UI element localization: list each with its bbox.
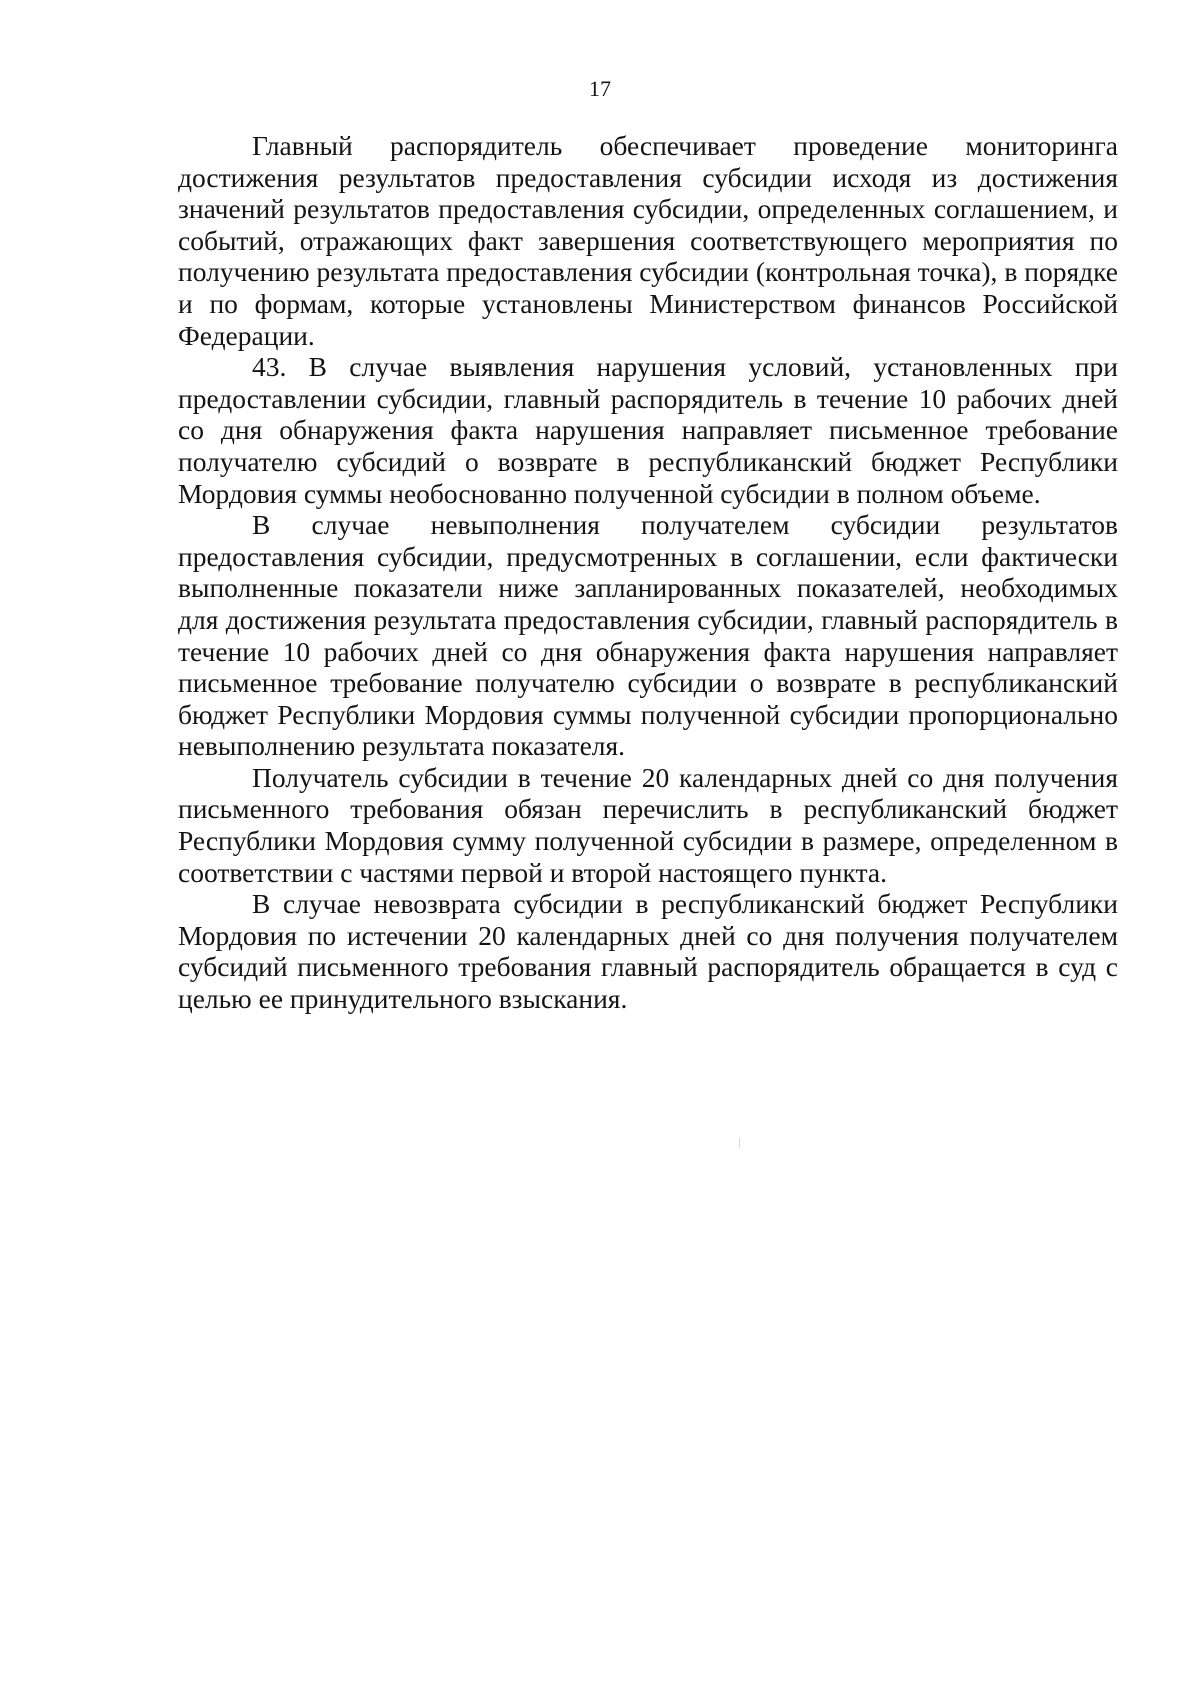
paragraph-nonfulfillment: В случае невыполнения получателем субсидии результатов предоставления субсидии, предусмотренных в соглашении, если фактически выполненные показатели ниже запланированных показателей, необходимых для достижения результата предоставления субсидии, главный распорядитель в течение 10 рабочих дней со дня обнаружения факта нарушения направляет письменное требование получателю субсидии о возврате в республиканский бюджет Республики Мордовия суммы полученной субсидии пропорционально невыполнению результата показателя.: [178, 509, 1118, 762]
paragraph-refund-deadline: Получатель субсидии в течение 20 календарных дней со дня получения письменного требования обязан перечислить в республиканский бюджет Республики Мордовия сумму полученной субсидии в размере, определенном в соответствии с частями первой и второй настоящего пункта.: [178, 761, 1118, 888]
scan-artifact: [739, 1138, 740, 1148]
paragraph-monitoring: Главный распорядитель обеспечивает проведение мониторинга достижения результатов предоставления субсидии исходя из достижения значений результатов предоставления субсидии, определенных соглашением, и событий, отражающих факт завершения соответствующего мероприятия по получению результата предоставления субсидии (контрольная точка), в порядке и по формам, которые установлены Министерством финансов Российской Федерации.: [178, 130, 1118, 351]
paragraph-court-recovery: В случае невозврата субсидии в республиканский бюджет Республики Мордовия по истечении 20 календарных дней со дня получения получателем субсидий письменного требования главный распорядитель обращается в суд с целью ее принудительного взыскания.: [178, 888, 1118, 1015]
paragraph-item-43: 43. В случае выявления нарушения условий, установленных при предоставлении субсидии, главный распорядитель в течение 10 рабочих дней со дня обнаружения факта нарушения направляет письменное требование получателю субсидий о возврате в республиканский бюджет Республики Мордовия суммы необоснованно полученной субсидии в полном объеме.: [178, 351, 1118, 509]
page-number: 17: [589, 76, 611, 101]
document-body: [178, 130, 1118, 1015]
